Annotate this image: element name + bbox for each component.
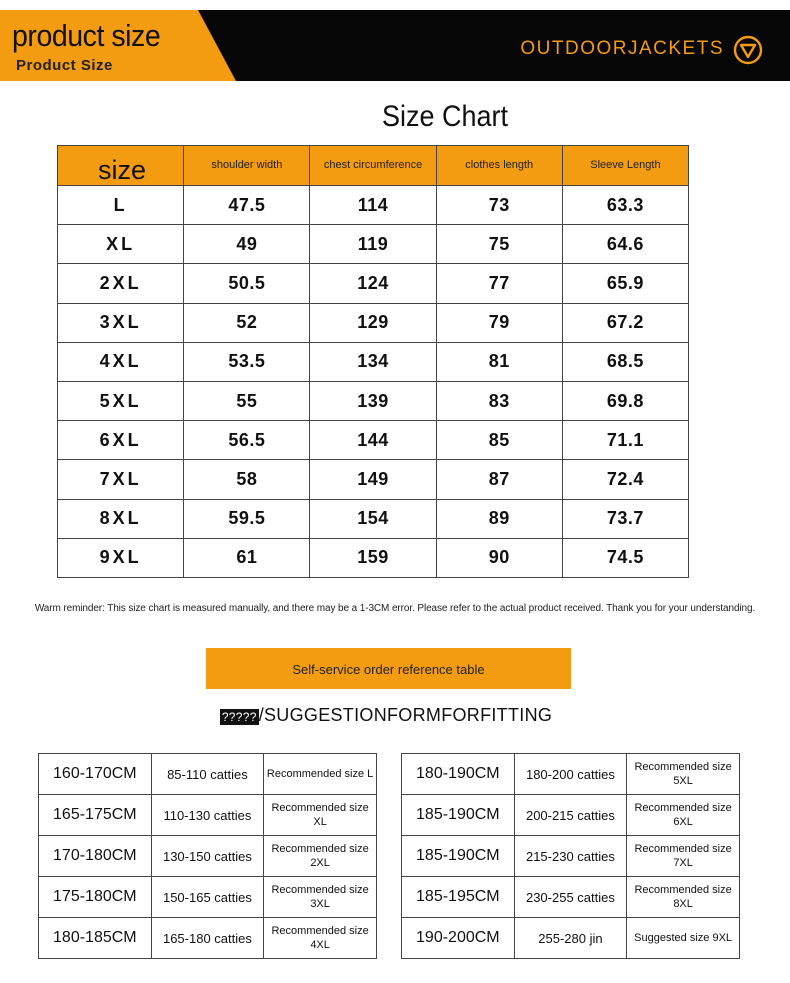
size-label-cell: 5XL	[58, 381, 184, 420]
measure-column-header: shoulder width	[184, 146, 310, 186]
table-row	[58, 421, 689, 460]
measurement-cell: 50.5	[184, 264, 310, 303]
measurement-cell: 77	[436, 264, 562, 303]
measurement-cell: 114	[310, 186, 436, 225]
size-label-cell: 9XL	[58, 538, 184, 577]
measurement-cell: 83	[436, 381, 562, 420]
table-row	[58, 538, 689, 577]
table-row	[39, 754, 377, 795]
measurement-cell: 154	[310, 499, 436, 538]
size-label-cell: 8XL	[58, 499, 184, 538]
page-subtitle: Product Size	[16, 57, 113, 74]
size-label-cell: 3XL	[58, 303, 184, 342]
table-row	[402, 918, 740, 959]
table-row	[58, 225, 689, 264]
measurement-cell: 49	[184, 225, 310, 264]
measurement-cell: 124	[310, 264, 436, 303]
measurement-cell: 139	[310, 381, 436, 420]
recommended-size-cell: Recommended size 2XL	[264, 836, 377, 877]
measurement-cell: 47.5	[184, 186, 310, 225]
size-column-header: size	[58, 146, 184, 186]
weight-range-cell: 85-110 catties	[151, 754, 264, 795]
suggestion-text: /SUGGESTIONFORMFORFITTING	[258, 705, 553, 725]
measure-column-header: Sleeve Length	[562, 146, 688, 186]
fitting-table-left	[38, 753, 377, 959]
weight-range-cell: 230-255 catties	[514, 877, 627, 918]
table-row	[402, 836, 740, 877]
page-title: product size	[12, 18, 161, 53]
measurement-cell: 75	[436, 225, 562, 264]
table-row	[402, 754, 740, 795]
recommended-size-cell: Recommended size XL	[264, 795, 377, 836]
table-row	[58, 342, 689, 381]
measurement-cell: 72.4	[562, 460, 688, 499]
measurement-cell: 64.6	[562, 225, 688, 264]
measurement-cell: 81	[436, 342, 562, 381]
measurement-cell: 119	[310, 225, 436, 264]
height-range-cell: 180-185CM	[39, 918, 152, 959]
measurement-cell: 90	[436, 538, 562, 577]
weight-range-cell: 255-280 jin	[514, 918, 627, 959]
table-row	[58, 186, 689, 225]
fitting-table-right	[401, 753, 740, 959]
table-row	[39, 795, 377, 836]
recommended-size-cell: Recommended size 6XL	[627, 795, 740, 836]
size-label-cell: 4XL	[58, 342, 184, 381]
table-row	[39, 877, 377, 918]
table-row	[39, 918, 377, 959]
height-range-cell: 180-190CM	[402, 754, 515, 795]
measurement-cell: 87	[436, 460, 562, 499]
measurement-cell: 73.7	[562, 499, 688, 538]
table-row	[58, 264, 689, 303]
order-reference-bar: Self-service order reference table	[206, 648, 571, 689]
height-range-cell: 160-170CM	[39, 754, 152, 795]
brand-name: OUTDOORJACKETS	[520, 38, 724, 59]
measurement-cell: 58	[184, 460, 310, 499]
weight-range-cell: 180-200 catties	[514, 754, 627, 795]
measurement-cell: 79	[436, 303, 562, 342]
table-row	[58, 460, 689, 499]
height-range-cell: 165-175CM	[39, 795, 152, 836]
weight-range-cell: 150-165 catties	[151, 877, 264, 918]
height-range-cell: 175-180CM	[39, 877, 152, 918]
suggestion-title	[0, 705, 772, 726]
measurement-cell: 55	[184, 381, 310, 420]
suggestion-mark: ?????	[221, 710, 257, 724]
measurement-cell: 59.5	[184, 499, 310, 538]
weight-range-cell: 110-130 catties	[151, 795, 264, 836]
measurement-cell: 149	[310, 460, 436, 499]
weight-range-cell: 165-180 catties	[151, 918, 264, 959]
recommended-size-cell: Recommended size L	[264, 754, 377, 795]
recommended-size-cell: Suggested size 9XL	[627, 918, 740, 959]
weight-range-cell: 130-150 catties	[151, 836, 264, 877]
height-range-cell: 185-190CM	[402, 836, 515, 877]
measurement-cell: 69.8	[562, 381, 688, 420]
size-label-cell: 6XL	[58, 421, 184, 460]
size-label-cell: 7XL	[58, 460, 184, 499]
measurement-cell: 159	[310, 538, 436, 577]
size-chart-table	[57, 145, 689, 578]
height-range-cell: 185-190CM	[402, 795, 515, 836]
recommended-size-cell: Recommended size 4XL	[264, 918, 377, 959]
measurement-cell: 71.1	[562, 421, 688, 460]
measurement-cell: 63.3	[562, 186, 688, 225]
size-label-cell: L	[58, 186, 184, 225]
measurement-cell: 53.5	[184, 342, 310, 381]
table-row	[58, 303, 689, 342]
size-label-cell: XL	[58, 225, 184, 264]
table-row	[39, 836, 377, 877]
recommended-size-cell: Recommended size 7XL	[627, 836, 740, 877]
measurement-cell: 134	[310, 342, 436, 381]
measurement-cell: 144	[310, 421, 436, 460]
weight-range-cell: 200-215 catties	[514, 795, 627, 836]
measure-column-header: clothes length	[436, 146, 562, 186]
size-chart-title: Size Chart	[381, 100, 509, 133]
table-row	[58, 381, 689, 420]
measure-column-header: chest circumference	[310, 146, 436, 186]
weight-range-cell: 215-230 catties	[514, 836, 627, 877]
measurement-cell: 73	[436, 186, 562, 225]
recommended-size-cell: Recommended size 8XL	[627, 877, 740, 918]
measurement-cell: 85	[436, 421, 562, 460]
size-label-cell: 2XL	[58, 264, 184, 303]
measurement-cell: 89	[436, 499, 562, 538]
table-row	[402, 795, 740, 836]
measurement-cell: 74.5	[562, 538, 688, 577]
measurement-cell: 67.2	[562, 303, 688, 342]
measurement-cell: 129	[310, 303, 436, 342]
height-range-cell: 170-180CM	[39, 836, 152, 877]
measurement-cell: 61	[184, 538, 310, 577]
measurement-cell: 65.9	[562, 264, 688, 303]
measurement-cell: 52	[184, 303, 310, 342]
recommended-size-cell: Recommended size 3XL	[264, 877, 377, 918]
warm-reminder: Warm reminder: This size chart is measured manually, and there may be a 1-3CM error. Please refer to the actual product received. Thank you for your understanding.	[34, 603, 756, 614]
measurement-cell: 56.5	[184, 421, 310, 460]
height-range-cell: 185-195CM	[402, 877, 515, 918]
table-row	[58, 499, 689, 538]
size-chart-header-row	[58, 146, 689, 186]
triangle-down-circle-icon	[733, 35, 763, 65]
recommended-size-cell: Recommended size 5XL	[627, 754, 740, 795]
height-range-cell: 190-200CM	[402, 918, 515, 959]
measurement-cell: 68.5	[562, 342, 688, 381]
table-row	[402, 877, 740, 918]
